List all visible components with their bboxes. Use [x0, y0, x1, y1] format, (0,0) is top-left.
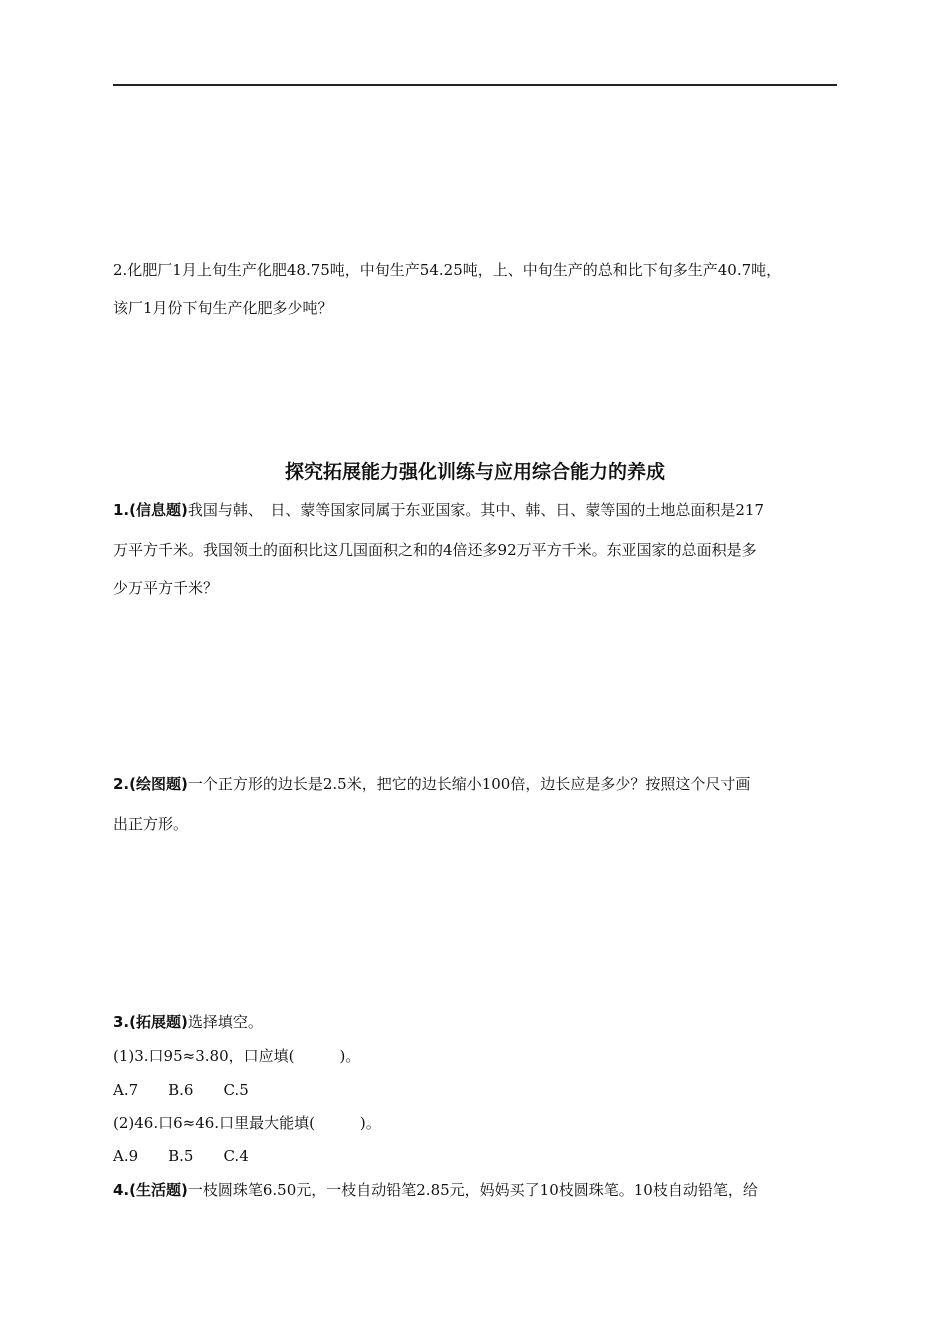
question-3-options-2: A.9 B.5 C.4 — [113, 1147, 249, 1165]
header-rule — [113, 84, 837, 86]
question-number: 4. — [113, 1181, 130, 1199]
question-tag: (信息题) — [129, 501, 188, 519]
section-title: 探究拓展能力强化训练与应用综合能力的养成 — [284, 461, 665, 483]
question-number: 1. — [113, 501, 130, 519]
question-tag: (生活题) — [129, 1181, 188, 1199]
prev-question-line-1: 2.化肥厂1月上旬生产化肥48.75吨，中旬生产54.25吨，上、中旬生产的总和比下旬多生产40.7吨， — [113, 261, 782, 279]
question-text: 一个正方形的边长是2.5米，把它的边长缩小100倍，边长应是多少？按照这个尺寸画 — [187, 775, 751, 793]
question-1-line-3: 少万平方千米？ — [113, 579, 219, 597]
question-2-line-2: 出正方形。 — [113, 815, 189, 833]
question-number: 2. — [113, 775, 130, 793]
question-text: 我国与韩、 日、蒙等国家同属于东亚国家。其中、韩、日、蒙等国的土地总面积是217 — [187, 501, 764, 519]
question-1-line-1 — [113, 500, 764, 520]
question-tag: (拓展题) — [129, 1013, 188, 1031]
question-text: 一枝圆珠笔6.50元，一枝自动铅笔2.85元，妈妈买了10枝圆珠笔。10枝自动铅笔，给 — [187, 1181, 758, 1199]
question-1-line-2: 万平方千米。我国领土的面积比这几国面积之和的4倍还多92万平方千米。东亚国家的总面积是多 — [113, 541, 757, 559]
question-2-line-1 — [113, 774, 750, 794]
question-3-line-1 — [113, 1012, 263, 1032]
question-tag: (绘图题) — [129, 775, 188, 793]
question-3-sub-1: (1)3.口95≈3.80，口应填( )。 — [113, 1047, 361, 1065]
question-3-options-1: A.7 B.6 C.5 — [113, 1081, 249, 1099]
question-number: 3. — [113, 1013, 130, 1031]
question-3-sub-2: (2)46.口6≈46.口里最大能填( )。 — [113, 1114, 381, 1132]
prev-question-line-2: 该厂1月份下旬生产化肥多少吨？ — [113, 299, 333, 317]
question-text: 选择填空。 — [187, 1013, 263, 1031]
question-4-line-1 — [113, 1180, 758, 1200]
